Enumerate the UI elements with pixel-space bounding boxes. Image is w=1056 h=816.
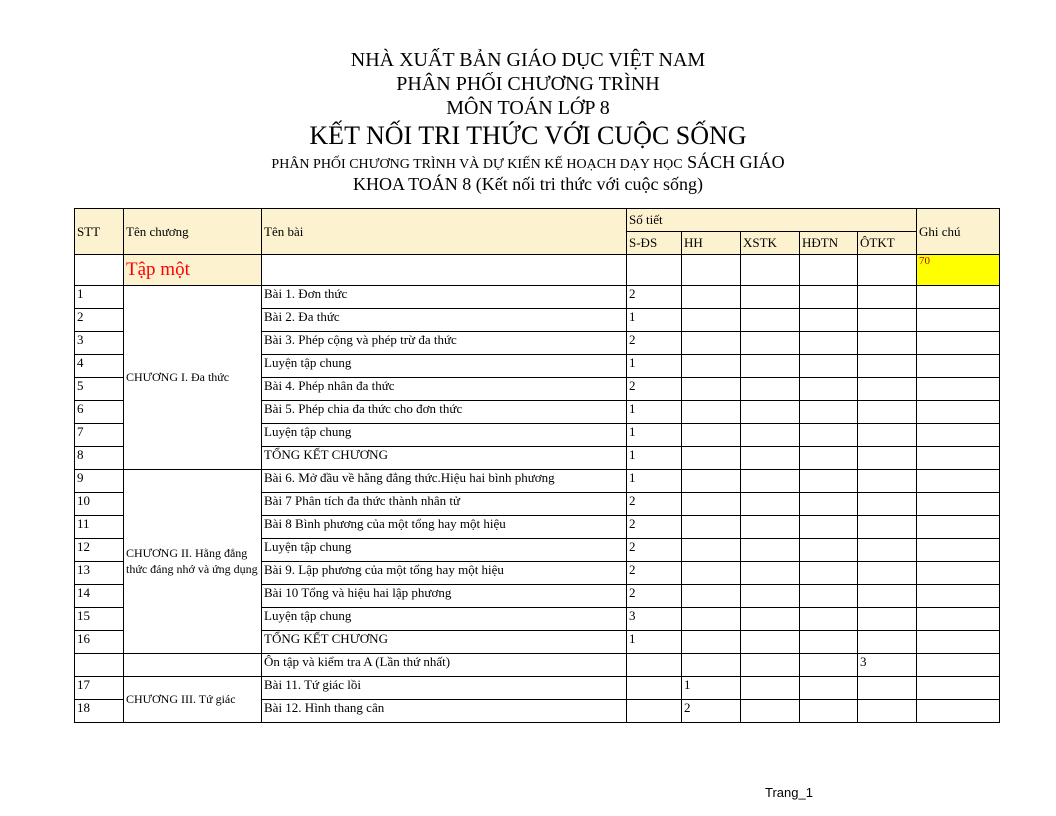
program-table <box>74 208 1000 723</box>
cell-sds: 2 <box>627 516 682 539</box>
cell-lesson: Bài 4. Phép nhân đa thức <box>262 378 627 401</box>
cell-stt: 15 <box>75 608 124 631</box>
cell-lesson: Bài 9. Lập phương của một tổng hay một hiệu <box>262 562 627 585</box>
cell-sds: 1 <box>627 470 682 493</box>
cell-xstk <box>741 401 800 424</box>
cell-hh <box>682 539 741 562</box>
cell-note <box>917 424 1000 447</box>
cell-otkt <box>858 332 917 355</box>
cell-sds: 2 <box>627 562 682 585</box>
cell-xstk <box>741 470 800 493</box>
header-stt: STT <box>75 209 124 255</box>
cell-otkt <box>858 355 917 378</box>
cell-hh <box>682 355 741 378</box>
cell-hh: 1 <box>682 677 741 700</box>
cell-xstk <box>741 631 800 654</box>
volume-blank-cell <box>262 255 627 286</box>
cell-chapter-empty <box>124 654 262 677</box>
cell-note <box>917 654 1000 677</box>
cell-sds: 2 <box>627 585 682 608</box>
cell-sds: 2 <box>627 378 682 401</box>
cell-lesson: TỔNG KẾT CHƯƠNG <box>262 447 627 470</box>
cell-otkt <box>858 631 917 654</box>
header-chapter: Tên chương <box>124 209 262 255</box>
cell-note <box>917 309 1000 332</box>
description-small-text: PHÂN PHỐI CHƯƠNG TRÌNH VÀ DỰ KIẾN KẾ HOẠCH DẠY HỌC <box>271 157 683 173</box>
cell-hh <box>682 608 741 631</box>
cell-xstk <box>741 654 800 677</box>
cell-lesson: Luyện tập chung <box>262 355 627 378</box>
header-note: Ghi chú <box>917 209 1000 255</box>
cell-lesson: Luyện tập chung <box>262 608 627 631</box>
cell-note <box>917 516 1000 539</box>
cell-note <box>917 493 1000 516</box>
cell-otkt <box>858 585 917 608</box>
cell-otkt <box>858 516 917 539</box>
cell-hdtn <box>800 677 858 700</box>
cell-hdtn <box>800 608 858 631</box>
cell-hh <box>682 562 741 585</box>
cell-note <box>917 539 1000 562</box>
description-line-1 <box>0 151 1056 174</box>
cell-sds: 2 <box>627 493 682 516</box>
cell-note <box>917 608 1000 631</box>
cell-otkt <box>858 539 917 562</box>
table-row <box>75 286 1000 309</box>
cell-hh <box>682 378 741 401</box>
cell-xstk <box>741 355 800 378</box>
cell-note <box>917 286 1000 309</box>
cell-otkt: 3 <box>858 654 917 677</box>
cell-otkt <box>858 309 917 332</box>
description-line-2: KHOA TOÁN 8 (Kết nối tri thức với cuộc sống) <box>352 173 704 194</box>
cell-hdtn <box>800 516 858 539</box>
cell-otkt <box>858 447 917 470</box>
cell-otkt <box>858 401 917 424</box>
cell-lesson: Bài 3. Phép cộng và phép trừ đa thức <box>262 332 627 355</box>
volume-blank-cell <box>800 255 858 286</box>
cell-xstk <box>741 677 800 700</box>
volume-blank-cell <box>682 255 741 286</box>
cell-stt: 14 <box>75 585 124 608</box>
cell-note <box>917 562 1000 585</box>
cell-stt: 12 <box>75 539 124 562</box>
cell-hdtn <box>800 355 858 378</box>
cell-stt: 18 <box>75 700 124 723</box>
volume-note: 70 <box>917 255 1000 286</box>
publisher-title: NHÀ XUẤT BẢN GIÁO DỤC VIỆT NAM <box>350 49 706 71</box>
cell-stt: 3 <box>75 332 124 355</box>
cell-hh: 2 <box>682 700 741 723</box>
cell-stt: 10 <box>75 493 124 516</box>
cell-stt: 16 <box>75 631 124 654</box>
series-title: KẾT NỐI TRI THỨC VỚI CUỘC SỐNG <box>309 121 747 150</box>
cell-hdtn <box>800 631 858 654</box>
document-header <box>0 48 1056 195</box>
cell-xstk <box>741 309 800 332</box>
cell-hdtn <box>800 286 858 309</box>
cell-note <box>917 401 1000 424</box>
volume-blank-cell <box>741 255 800 286</box>
cell-hdtn <box>800 378 858 401</box>
cell-hh <box>682 447 741 470</box>
cell-hdtn <box>800 332 858 355</box>
cell-xstk <box>741 608 800 631</box>
chapter-1-name: CHƯƠNG I. Đa thức <box>124 286 262 470</box>
cell-stt: 4 <box>75 355 124 378</box>
cell-stt: 8 <box>75 447 124 470</box>
cell-hdtn <box>800 401 858 424</box>
header-lesson: Tên bài <box>262 209 627 255</box>
cell-hh <box>682 470 741 493</box>
cell-sds: 1 <box>627 424 682 447</box>
header-xstk: XSTK <box>741 232 800 255</box>
cell-stt: 5 <box>75 378 124 401</box>
cell-hh <box>682 424 741 447</box>
header-row-1 <box>75 209 1000 232</box>
description-large-text: SÁCH GIÁO <box>687 152 785 173</box>
cell-otkt <box>858 677 917 700</box>
cell-lesson: Bài 7 Phân tích đa thức thành nhân tử <box>262 493 627 516</box>
cell-hdtn <box>800 562 858 585</box>
cell-otkt <box>858 470 917 493</box>
cell-sds: 2 <box>627 332 682 355</box>
cell-hdtn <box>800 424 858 447</box>
cell-note <box>917 355 1000 378</box>
cell-xstk <box>741 424 800 447</box>
cell-stt: 7 <box>75 424 124 447</box>
cell-note <box>917 332 1000 355</box>
cell-hdtn <box>800 585 858 608</box>
cell-sds <box>627 700 682 723</box>
cell-lesson: Bài 6. Mở đầu về hằng đẳng thức.Hiệu hai bình phương <box>262 470 627 493</box>
cell-xstk <box>741 378 800 401</box>
cell-hh <box>682 516 741 539</box>
cell-xstk <box>741 493 800 516</box>
cell-xstk <box>741 332 800 355</box>
header-sds: S-ĐS <box>627 232 682 255</box>
cell-hdtn <box>800 309 858 332</box>
volume-blank-cell <box>627 255 682 286</box>
cell-lesson: Luyện tập chung <box>262 539 627 562</box>
cell-lesson: Bài 5. Phép chia đa thức cho đơn thức <box>262 401 627 424</box>
page-number: Trang_1 <box>765 785 813 800</box>
cell-xstk <box>741 585 800 608</box>
cell-note <box>917 378 1000 401</box>
chapter-2-name: CHƯƠNG II. Hằng đẳng thức đáng nhớ và ứng dụng <box>124 470 262 654</box>
cell-xstk <box>741 516 800 539</box>
table-row <box>75 654 1000 677</box>
cell-hh <box>682 286 741 309</box>
cell-otkt <box>858 562 917 585</box>
cell-stt: 13 <box>75 562 124 585</box>
cell-lesson: Bài 10 Tổng và hiệu hai lập phương <box>262 585 627 608</box>
volume-stt-cell <box>75 255 124 286</box>
cell-note <box>917 447 1000 470</box>
cell-hdtn <box>800 470 858 493</box>
cell-hdtn <box>800 700 858 723</box>
chapter-3-name: CHƯƠNG III. Tứ giác <box>124 677 262 723</box>
cell-otkt <box>858 424 917 447</box>
cell-sds: 1 <box>627 401 682 424</box>
cell-otkt <box>858 493 917 516</box>
cell-hdtn <box>800 493 858 516</box>
cell-stt: 6 <box>75 401 124 424</box>
cell-sds: 1 <box>627 309 682 332</box>
cell-otkt <box>858 608 917 631</box>
cell-lesson: Bài 8 Bình phương của một tổng hay một hiệu <box>262 516 627 539</box>
cell-sds: 2 <box>627 286 682 309</box>
cell-lesson: Bài 1. Đơn thức <box>262 286 627 309</box>
cell-stt: 1 <box>75 286 124 309</box>
volume-row <box>75 255 1000 286</box>
cell-hh <box>682 631 741 654</box>
cell-xstk <box>741 700 800 723</box>
cell-hdtn <box>800 447 858 470</box>
cell-stt: 2 <box>75 309 124 332</box>
cell-note <box>917 677 1000 700</box>
cell-stt: 17 <box>75 677 124 700</box>
table-row <box>75 677 1000 700</box>
cell-hh <box>682 654 741 677</box>
cell-xstk <box>741 286 800 309</box>
cell-stt: 9 <box>75 470 124 493</box>
cell-hh <box>682 401 741 424</box>
cell-hh <box>682 493 741 516</box>
cell-sds: 1 <box>627 447 682 470</box>
cell-lesson: Ôn tập và kiểm tra A (Lần thứ nhất) <box>262 654 627 677</box>
cell-note <box>917 700 1000 723</box>
cell-xstk <box>741 447 800 470</box>
cell-stt <box>75 654 124 677</box>
volume-title: Tập một <box>124 255 262 286</box>
header-otkt: ÔTKT <box>858 232 917 255</box>
cell-hh <box>682 332 741 355</box>
cell-lesson: Luyện tập chung <box>262 424 627 447</box>
header-hh: HH <box>682 232 741 255</box>
cell-lesson: Bài 2. Đa thức <box>262 309 627 332</box>
cell-hh <box>682 585 741 608</box>
cell-xstk <box>741 539 800 562</box>
cell-sds: 3 <box>627 608 682 631</box>
program-title: PHÂN PHỐI CHƯƠNG TRÌNH <box>396 73 660 95</box>
cell-hdtn <box>800 539 858 562</box>
cell-sds <box>627 654 682 677</box>
cell-note <box>917 631 1000 654</box>
cell-otkt <box>858 378 917 401</box>
cell-otkt <box>858 700 917 723</box>
cell-sds <box>627 677 682 700</box>
cell-sds: 1 <box>627 355 682 378</box>
cell-otkt <box>858 286 917 309</box>
volume-blank-cell <box>858 255 917 286</box>
cell-lesson: Bài 11. Tứ giác lồi <box>262 677 627 700</box>
cell-note <box>917 585 1000 608</box>
table-row <box>75 470 1000 493</box>
cell-stt: 11 <box>75 516 124 539</box>
cell-xstk <box>741 562 800 585</box>
cell-note <box>917 470 1000 493</box>
cell-lesson: Bài 12. Hình thang cân <box>262 700 627 723</box>
header-hdtn: HĐTN <box>800 232 858 255</box>
subject-title: MÔN TOÁN LỚP 8 <box>446 97 610 119</box>
cell-hdtn <box>800 654 858 677</box>
cell-lesson: TỔNG KẾT CHƯƠNG <box>262 631 627 654</box>
cell-hh <box>682 309 741 332</box>
header-periods: Số tiết <box>627 209 917 232</box>
cell-sds: 2 <box>627 539 682 562</box>
cell-sds: 1 <box>627 631 682 654</box>
